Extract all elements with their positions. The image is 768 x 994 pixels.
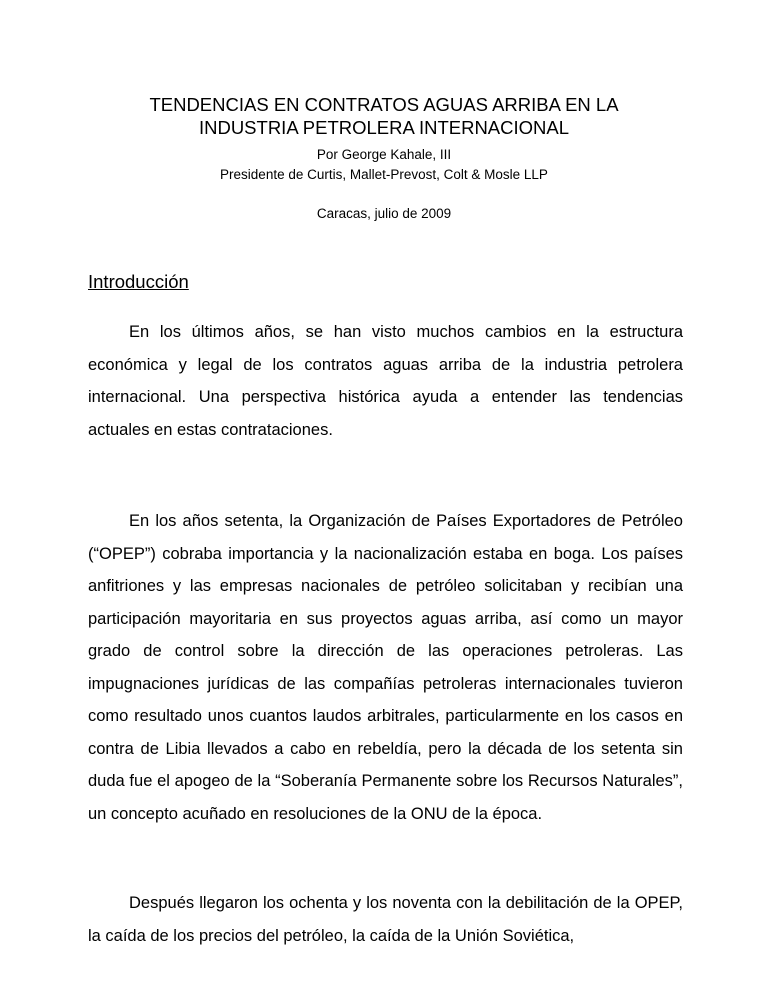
document-title — [0, 93, 768, 139]
paragraph-text: En los últimos años, se han visto muchos cambios en la estructura económica y legal de los contratos aguas arriba de la industria petrolera internacional. Una perspectiva histórica ayuda a entender las tendencias actuales en estas contrataciones. — [88, 323, 683, 439]
title-line-1: TENDENCIAS EN CONTRATOS AGUAS ARRIBA EN LA — [149, 94, 619, 115]
place-date: Caracas, julio de 2009 — [316, 206, 452, 221]
paragraph-1 — [88, 316, 683, 446]
author-role: Presidente de Curtis, Mallet-Prevost, Colt & Mosle LLP — [220, 167, 548, 182]
title-line-2: INDUSTRIA PETROLERA INTERNACIONAL — [198, 117, 570, 138]
paragraph-3 — [88, 887, 683, 952]
paragraph-text: Después llegaron los ochenta y los noventa con la debilitación de la OPEP, la caída de los precios del petróleo, la caída de la Unión Soviética, — [88, 894, 683, 945]
author-block — [0, 145, 768, 185]
paragraph-text: En los años setenta, la Organización de Países Exportadores de Petróleo (“OPEP”) cobraba importancia y la nacionalización estaba en boga. Los países anfitriones y las empresas nacionales de petróleo solicitaban y recibían una participación mayoritaria en sus proyectos aguas arriba, así como un mayor grado de control sobre la dirección de las operaciones petroleras. Las impugnaciones jurídicas de las compañías petroleras internacionales tuvieron como resultado unos cuantos laudos arbitrales, particularmente en los casos en contra de Libia llevados a cabo en rebeldía, pero la década de los setenta sin duda fue el apogeo de la “Soberanía Permanente sobre los Recursos Naturales”, un concepto acuñado en resoluciones de la ONU de la época. — [88, 512, 683, 823]
section-heading: Introducción — [88, 271, 189, 292]
paragraph-2 — [88, 505, 683, 830]
author-name: Por George Kahale, III — [316, 147, 452, 162]
